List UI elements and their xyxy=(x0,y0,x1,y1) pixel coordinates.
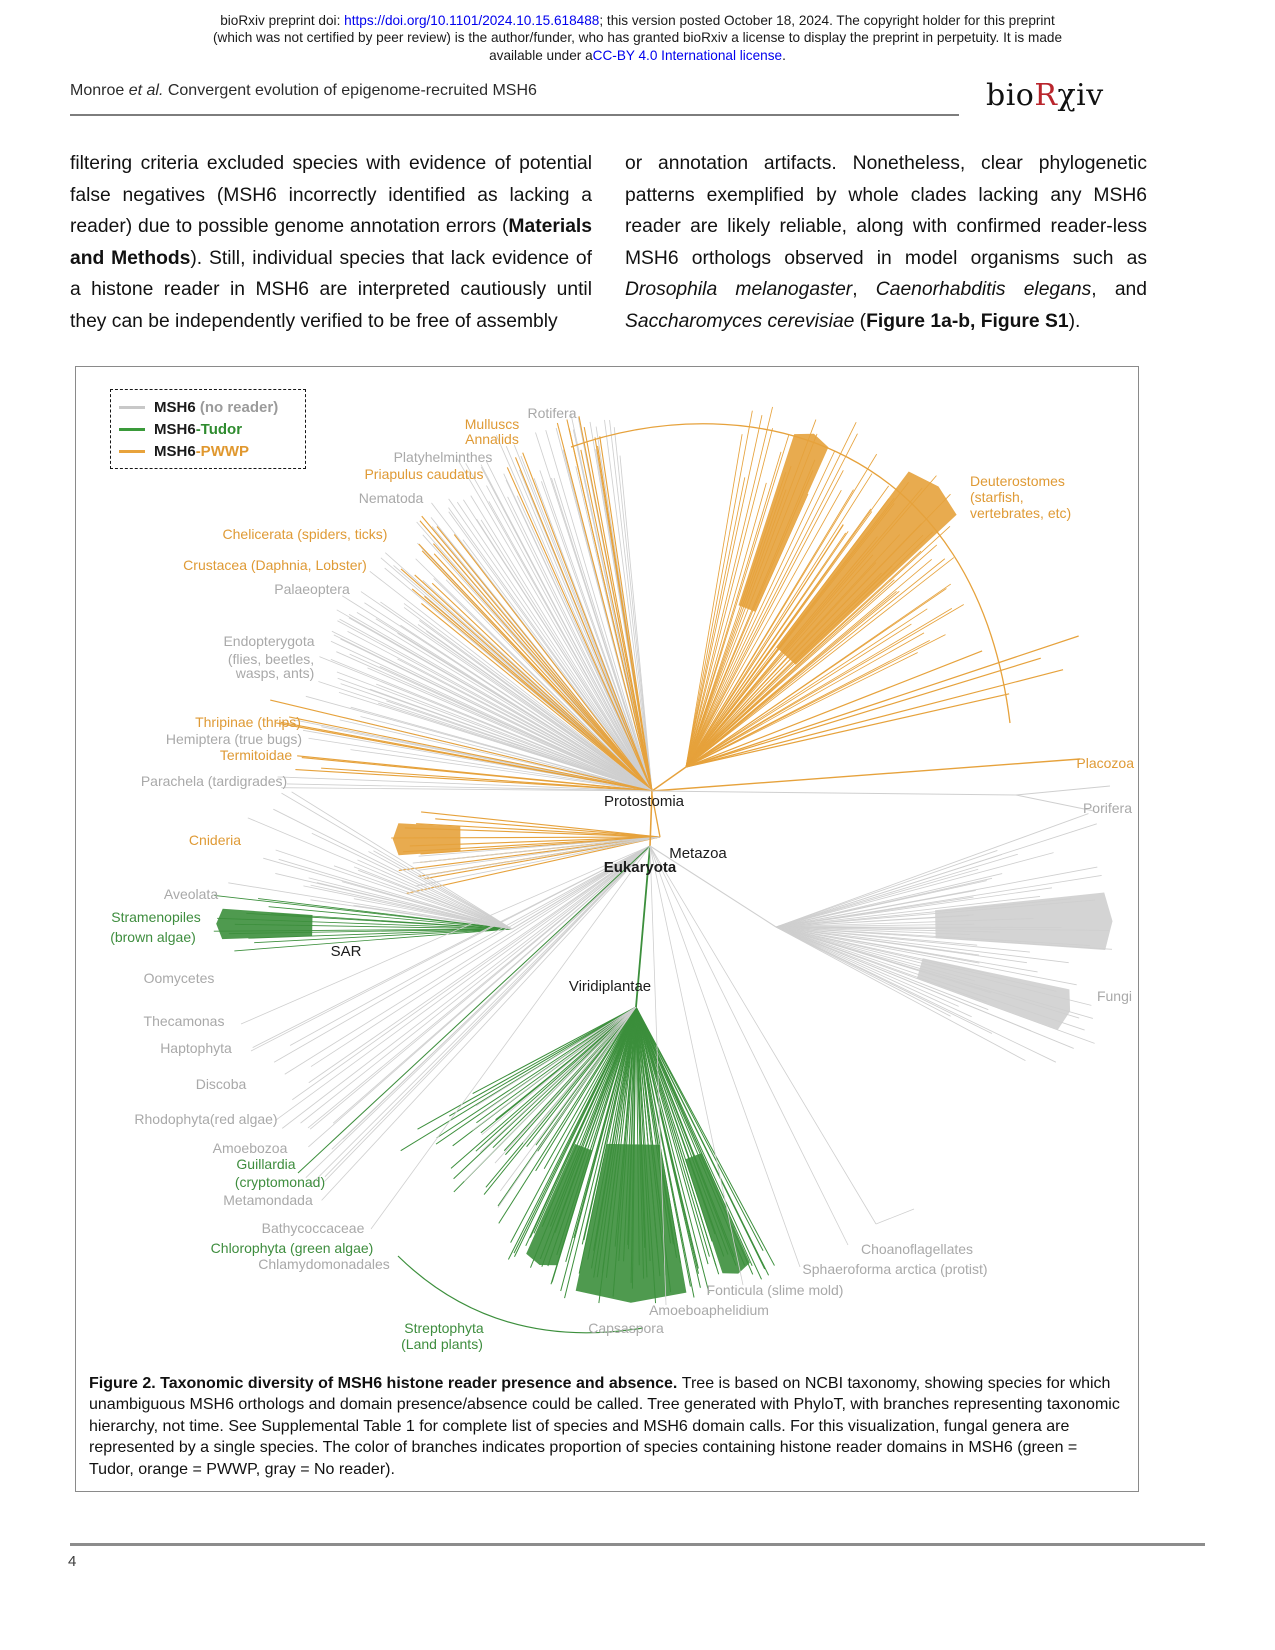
tree-label-flies-beetles: (flies, beetles, xyxy=(227,651,315,667)
tree-label-wasps-ants: wasps, ants) xyxy=(235,665,315,681)
footer-rule xyxy=(70,1543,1205,1546)
tree-branch xyxy=(248,818,512,929)
tree-label-viridiplantae: Viridiplantae xyxy=(568,978,652,995)
tree-label-hemiptera-true-bugs: Hemiptera (true bugs) xyxy=(165,731,303,747)
tree-branch xyxy=(281,788,652,791)
tree-branch xyxy=(281,793,512,929)
tree-branch xyxy=(652,791,1016,795)
tree-label-fungi: Fungi xyxy=(1096,988,1132,1004)
logo-bio: bio xyxy=(986,78,1035,113)
text-segment: ( xyxy=(854,310,867,332)
logo-r: R xyxy=(1034,78,1058,113)
tree-branch xyxy=(317,883,512,929)
header-line-3 xyxy=(0,47,1275,64)
page-number: 4 xyxy=(68,1553,77,1570)
tree-label-amoebozoa: Amoebozoa xyxy=(212,1140,288,1156)
tree-label-parachela-tardigrades: Parachela (tardigrades) xyxy=(140,773,288,789)
tree-label-annalids: Annalids xyxy=(465,431,519,447)
legend-item xyxy=(119,396,301,418)
running-head-author: Monroe xyxy=(70,82,129,99)
tree-branch xyxy=(650,846,800,1267)
tree-branch xyxy=(298,846,650,1173)
figure2-phylogenetic-tree xyxy=(76,367,1138,1371)
license-link[interactable]: CC-BY 4.0 International license xyxy=(592,47,783,63)
text-segment: Saccharomyces cerevisiae xyxy=(625,310,855,332)
tree-label-fonticula-slime-mold: Fonticula (slime mold) xyxy=(706,1282,844,1298)
tree-label-eukaryota: Eukaryota xyxy=(603,859,677,876)
text-segment: Caenorhabditis elegans xyxy=(875,279,1092,301)
tree-label-deuterostomes: Deuterostomes xyxy=(970,473,1065,489)
legend-label: MSH6 (no reader) xyxy=(154,398,279,416)
figure-caption xyxy=(89,1373,1126,1480)
tree-branch xyxy=(652,767,686,791)
text-segment: ). Still, individual species that lack evidence of a histone reader in MSH6 are interpreted cautiously until they can be independently verified to be free of assembly xyxy=(70,247,592,332)
text-segment: filtering criteria excluded species with evidence of potential false negatives (MSH6 incorrectly identified as lacking a reader) due to possible genome annotation errors ( xyxy=(70,153,592,238)
tree-branch xyxy=(357,860,512,929)
tree-label-crustacea-daphnia-lobster: Crustacea (Daphnia, Lobster) xyxy=(183,557,367,573)
header-text: bioRxiv preprint doi: xyxy=(220,13,345,28)
legend-item xyxy=(119,418,301,440)
tree-label-mulluscs: Mulluscs xyxy=(464,416,520,432)
biorxiv-logo xyxy=(986,78,1104,113)
tree-label-sar: SAR xyxy=(330,943,362,960)
tree-label-chelicerata-spiders-ticks: Chelicerata (spiders, ticks) xyxy=(222,526,388,542)
tree-label-cnideria: Cnideria xyxy=(188,832,242,848)
tree-label-metamondada: Metamondada xyxy=(223,1192,313,1208)
tree-label-guillardia: Guillardia xyxy=(236,1156,296,1172)
tree-label-haptophyta: Haptophyta xyxy=(160,1040,232,1056)
tree-label-endopterygota: Endopterygota xyxy=(223,633,315,649)
tree-label-stramenopiles: Stramenopiles xyxy=(111,909,201,925)
tree-branch xyxy=(342,596,652,791)
tree-branch xyxy=(437,527,652,791)
tree-branch xyxy=(686,483,766,767)
tree-label-rhodophyta-red-algae: Rhodophyta(red algae) xyxy=(134,1111,278,1127)
figure-legend xyxy=(110,389,306,469)
header-text: available under a xyxy=(489,47,593,63)
tree-label-brown-algae: (brown algae) xyxy=(110,929,196,945)
figure2-box xyxy=(75,366,1139,1492)
legend-line-swatch xyxy=(119,406,145,409)
text-segment: Tree is based on NCBI taxonomy, showing species for which unambiguous MSH6 orthologs and domain presence/absence could be called. Tree generated with PhyloT, with branches representing taxonomic hierarchy, not time. See Supplemental Table 1 for complete list of species and MSH6 domain calls. For this visualization, fungal genera are represented by a single species. The color of branches indicates proportion of species containing histone reader domains in MSH6 (green = Tudor, orange = PWWP, gray = No reader). xyxy=(89,1375,1120,1478)
legend-item xyxy=(119,440,301,462)
legend-label: MSH6-Tudor xyxy=(154,420,243,438)
header-rule xyxy=(70,114,959,116)
header-text: . xyxy=(782,47,786,63)
tree-label-thripinae-thrips: Thripinae (thrips) xyxy=(195,714,301,730)
text-segment: Figure 1a-b, Figure S1 xyxy=(866,310,1069,332)
tree-branch xyxy=(686,555,873,767)
legend-line-swatch xyxy=(119,450,145,453)
doi-link[interactable]: https://doi.org/10.1101/2024.10.15.618488 xyxy=(344,13,600,28)
tree-label-amoeboaphelidium: Amoeboaphelidium xyxy=(649,1302,769,1318)
tree-branch xyxy=(332,631,652,791)
tree-label-chlamydomonadales: Chlamydomonadales xyxy=(258,1256,390,1272)
tree-branch xyxy=(876,1209,914,1224)
tree-label-chlorophyta-green-algae: Chlorophyta (green algae) xyxy=(210,1240,374,1256)
tree-label-streptophyta: Streptophyta xyxy=(404,1320,484,1336)
tree-label-palaeoptera: Palaeoptera xyxy=(274,581,350,597)
running-head xyxy=(70,82,537,100)
text-segment: ). xyxy=(1068,310,1081,332)
legend-line-swatch xyxy=(119,428,145,431)
tree-label-vertebrates-etc: vertebrates, etc) xyxy=(970,505,1072,521)
text-segment: Drosophila melanogaster xyxy=(625,279,853,301)
tree-label-porifera: Porifera xyxy=(1082,800,1132,816)
text-segment: Materials and Methods xyxy=(70,216,592,269)
tree-label-sphaeroforma-arctica-protist: Sphaeroforma arctica (protist) xyxy=(802,1261,988,1277)
tree-label-discoba: Discoba xyxy=(195,1076,247,1092)
text-segment: or annotation artifacts. Nonetheless, clear phylogenetic patterns exemplified by whole clades lacking any MSH6 reader are likely reliable, along with confirmed reader-less MSH6 orthologs observed in model organisms such as xyxy=(625,153,1147,269)
tree-label-bathycoccaceae: Bathycoccaceae xyxy=(261,1220,365,1236)
tree-label-aveolata: Aveolata xyxy=(163,886,219,902)
header-line-2 xyxy=(0,29,1275,46)
tree-branch xyxy=(686,434,817,767)
tree-branch xyxy=(650,846,848,1245)
body-left-column xyxy=(70,148,592,338)
tree-label-starfish: (starfish, xyxy=(970,489,1024,505)
header-text: (which was not certified by peer review) is the author/funder, who has granted bioRxiv a license to display the preprint in perpetuity. It is made xyxy=(212,30,1063,46)
header-line-1 xyxy=(0,12,1275,29)
text-segment: , and xyxy=(1091,279,1147,301)
tree-label-protostomia: Protostomia xyxy=(603,793,685,810)
tree-label-nematoda: Nematoda xyxy=(358,490,424,506)
text-segment: , xyxy=(852,279,876,301)
tree-branch xyxy=(686,558,954,767)
tree-label-thecamonas: Thecamonas xyxy=(143,1013,225,1029)
tree-branch xyxy=(435,819,660,837)
tree-label-priapulus-caudatus: Priapulus caudatus xyxy=(364,466,484,482)
running-head-etal: et al. xyxy=(128,82,164,99)
tree-branch xyxy=(652,759,1080,791)
tree-label-termitoidae: Termitoidae xyxy=(219,747,293,763)
body-right-column xyxy=(625,148,1147,338)
tree-branch xyxy=(1016,786,1110,795)
header-text: ; this version posted October 18, 2024. The copyright holder for this preprint xyxy=(599,13,1055,28)
tree-label-platyhelminthes: Platyhelminthes xyxy=(393,449,493,465)
tree-label-metazoa: Metazoa xyxy=(669,845,727,862)
tree-label-land-plants: (Land plants) xyxy=(401,1336,483,1352)
tree-label-oomycetes: Oomycetes xyxy=(143,970,215,986)
tree-label-capsaspora: Capsaspora xyxy=(588,1320,664,1336)
tree-label-rotifera: Rotifera xyxy=(527,405,577,421)
text-segment: Figure 2. Taxonomic diversity of MSH6 histone reader presence and absence. xyxy=(89,1375,682,1392)
tree-dense-clade-wedge xyxy=(216,909,312,939)
logo-iv: iv xyxy=(1076,78,1104,113)
tree-label-cryptomonad: (cryptomonad) xyxy=(234,1174,326,1190)
legend-label: MSH6-PWWP xyxy=(154,442,250,460)
running-head-title: Convergent evolution of epigenome-recruited MSH6 xyxy=(163,82,537,99)
tree-branch xyxy=(686,551,921,767)
tree-label-placozoa: Placozoa xyxy=(1076,755,1134,771)
logo-chi: χ xyxy=(1057,78,1077,113)
preprint-header xyxy=(0,12,1275,64)
tree-label-choanoflagellates: Choanoflagellates xyxy=(860,1241,974,1257)
